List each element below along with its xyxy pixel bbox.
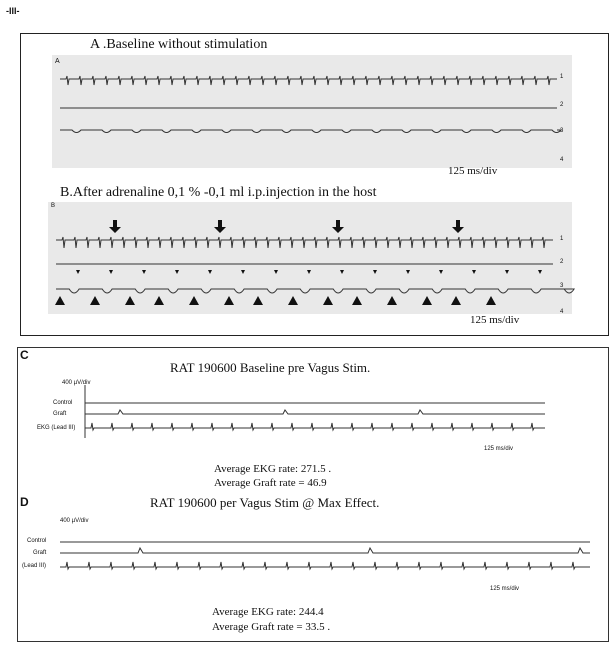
panel-a-title: A .Baseline without stimulation <box>90 37 268 52</box>
panel-d-label-ekg: (Lead III) <box>22 563 47 569</box>
panel-b-channel-1-number: 1 <box>560 236 564 242</box>
panel-b-channel-4-number: 4 <box>560 309 564 315</box>
panel-a-corner-letter: A <box>55 58 60 65</box>
panel-b-channel-3-number: 3 <box>560 283 564 289</box>
panel-c-letter: C <box>20 348 29 362</box>
panel-b-corner-letter: B <box>51 203 56 209</box>
page-label: -III- <box>6 6 20 16</box>
panel-c-label-control: Control <box>53 400 73 406</box>
panel-d-graft-trace <box>60 548 590 553</box>
panel-c-amplitude-scale: 400 µV/div <box>62 380 91 386</box>
panel-a-channel-1-number: 1 <box>560 74 564 80</box>
panel-d-letter: D <box>20 495 29 509</box>
panel-c-label-graft: Graft <box>53 411 67 417</box>
panel-a-channel-2-number: 2 <box>560 102 564 108</box>
panel-b-time-scale: 125 ms/div <box>470 314 520 326</box>
panel-d-title: RAT 190600 per Vagus Stim @ Max Effect. <box>150 495 380 510</box>
panel-c-avg-graft: Average Graft rate = 46.9 <box>214 477 327 489</box>
panel-c-label-ekg: EKG (Lead III) <box>37 425 76 431</box>
panel-d-amplitude-scale: 400 µV/div <box>60 518 89 524</box>
panel-d-ekg-trace <box>60 562 590 569</box>
panel-a-channel-3-number: 3 <box>560 128 564 134</box>
panel-c-title: RAT 190600 Baseline pre Vagus Stim. <box>170 360 371 375</box>
panel-b-channel-2-number: 2 <box>560 259 564 265</box>
panel-c-avg-ekg: Average EKG rate: 271.5 . <box>214 463 332 475</box>
panel-d-avg-ekg: Average EKG rate: 244.4 <box>212 606 324 618</box>
panel-a-time-scale: 125 ms/div <box>448 165 498 177</box>
panel-d-avg-graft: Average Graft rate = 33.5 . <box>212 621 331 633</box>
panel-a-channel-4-number: 4 <box>560 157 564 163</box>
panel-c-time-scale: 125 ms/div <box>484 446 514 452</box>
panel-d-label-control: Control <box>27 538 47 544</box>
panel-d-time-scale: 125 ms/div <box>490 586 520 592</box>
panel-b-title: B.After adrenaline 0,1 % -0,1 ml i.p.injection in the host <box>60 185 377 200</box>
panel-d-label-graft: Graft <box>33 550 47 556</box>
